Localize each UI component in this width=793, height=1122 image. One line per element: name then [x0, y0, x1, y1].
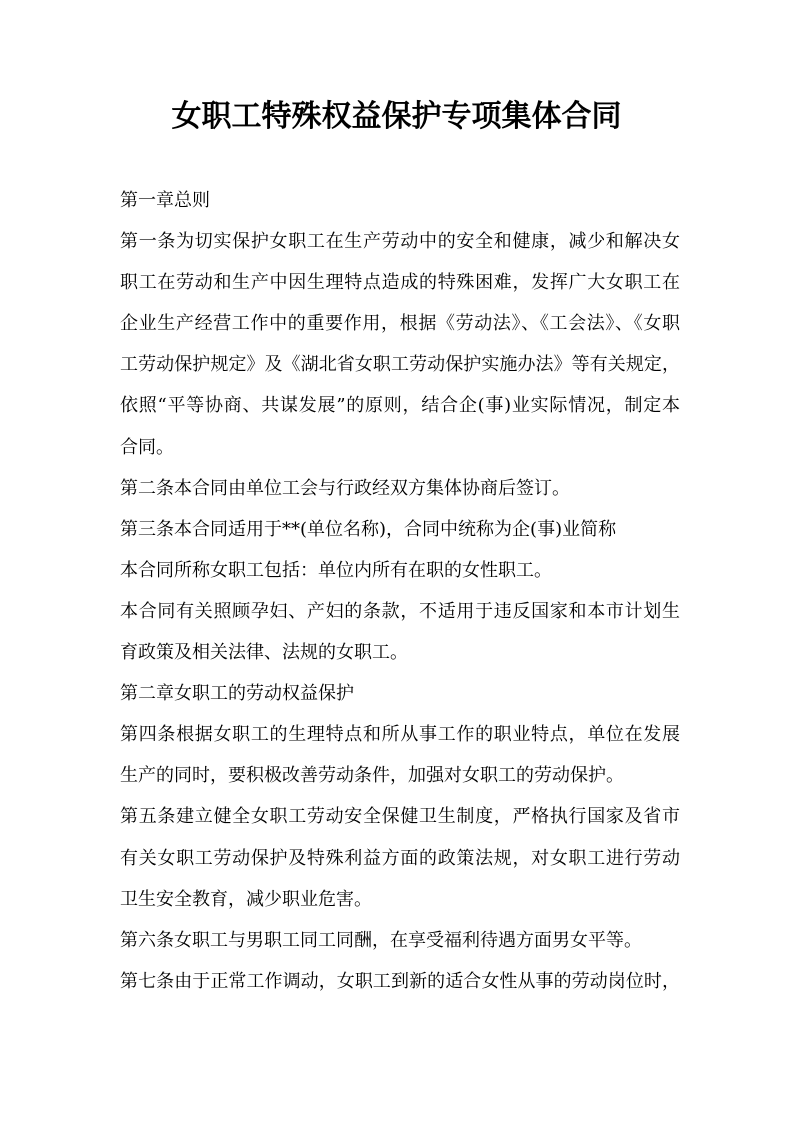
- paragraph-line: 合同。: [120, 436, 174, 458]
- paragraph-line: 第七条由于正常工作调动，女职工到新的适合女性从事的劳动岗位时，: [120, 970, 680, 992]
- paragraph-line: 本合同有关照顾孕妇、产妇的条款，不适用于违反国家和本市计划生: [120, 600, 680, 622]
- paragraph-line: 第五条建立健全女职工劳动安全保健卫生制度，严格执行国家及省市: [120, 806, 680, 828]
- chapter-heading: 第一章总则: [120, 190, 210, 211]
- paragraph-line: 职工在劳动和生产中因生理特点造成的特殊困难，发挥广大女职工在: [120, 272, 680, 294]
- document-title: 女职工特殊权益保护专项集体合同: [171, 99, 622, 134]
- paragraph-line: 第一条为切实保护女职工在生产劳动中的安全和健康，减少和解决女: [120, 231, 680, 253]
- paragraph-line: 第四条根据女职工的生理特点和所从事工作的职业特点，单位在发展: [120, 724, 680, 746]
- paragraph-line: 生产的同时，要积极改善劳动条件，加强对女职工的劳动保护。: [120, 765, 624, 787]
- paragraph-line: 工劳动保护规定》及《湖北省女职工劳动保护实施办法》等有关规定，: [120, 354, 680, 376]
- paragraph-line: 企业生产经营工作中的重要作用，根据《劳动法》、《工会法》、《女职: [120, 313, 680, 335]
- paragraph-line: 第六条女职工与男职工同工同酬，在享受福利待遇方面男女平等。: [120, 929, 642, 951]
- paragraph-line: 依照“平等协商、共谋发展”的原则，结合企(事)业实际情况，制定本: [120, 395, 680, 417]
- paragraph-line: 第三条本合同适用于**(单位名称)，合同中统称为企(事)业简称: [120, 518, 617, 540]
- paragraph-line: 育政策及相关法律、法规的女职工。: [120, 642, 408, 664]
- chapter-heading: 第二章女职工的劳动权益保护: [120, 683, 354, 705]
- document-body: [120, 180, 680, 1002]
- paragraph-line: 第二条本合同由单位工会与行政经双方集体协商后签订。: [120, 477, 570, 499]
- paragraph-line: 本合同所称女职工包括：单位内所有在职的女性职工。: [120, 559, 552, 581]
- paragraph-line: 有关女职工劳动保护及特殊利益方面的政策法规，对女职工进行劳动: [120, 847, 680, 869]
- paragraph-line: 卫生安全教育，减少职业危害。: [120, 888, 372, 910]
